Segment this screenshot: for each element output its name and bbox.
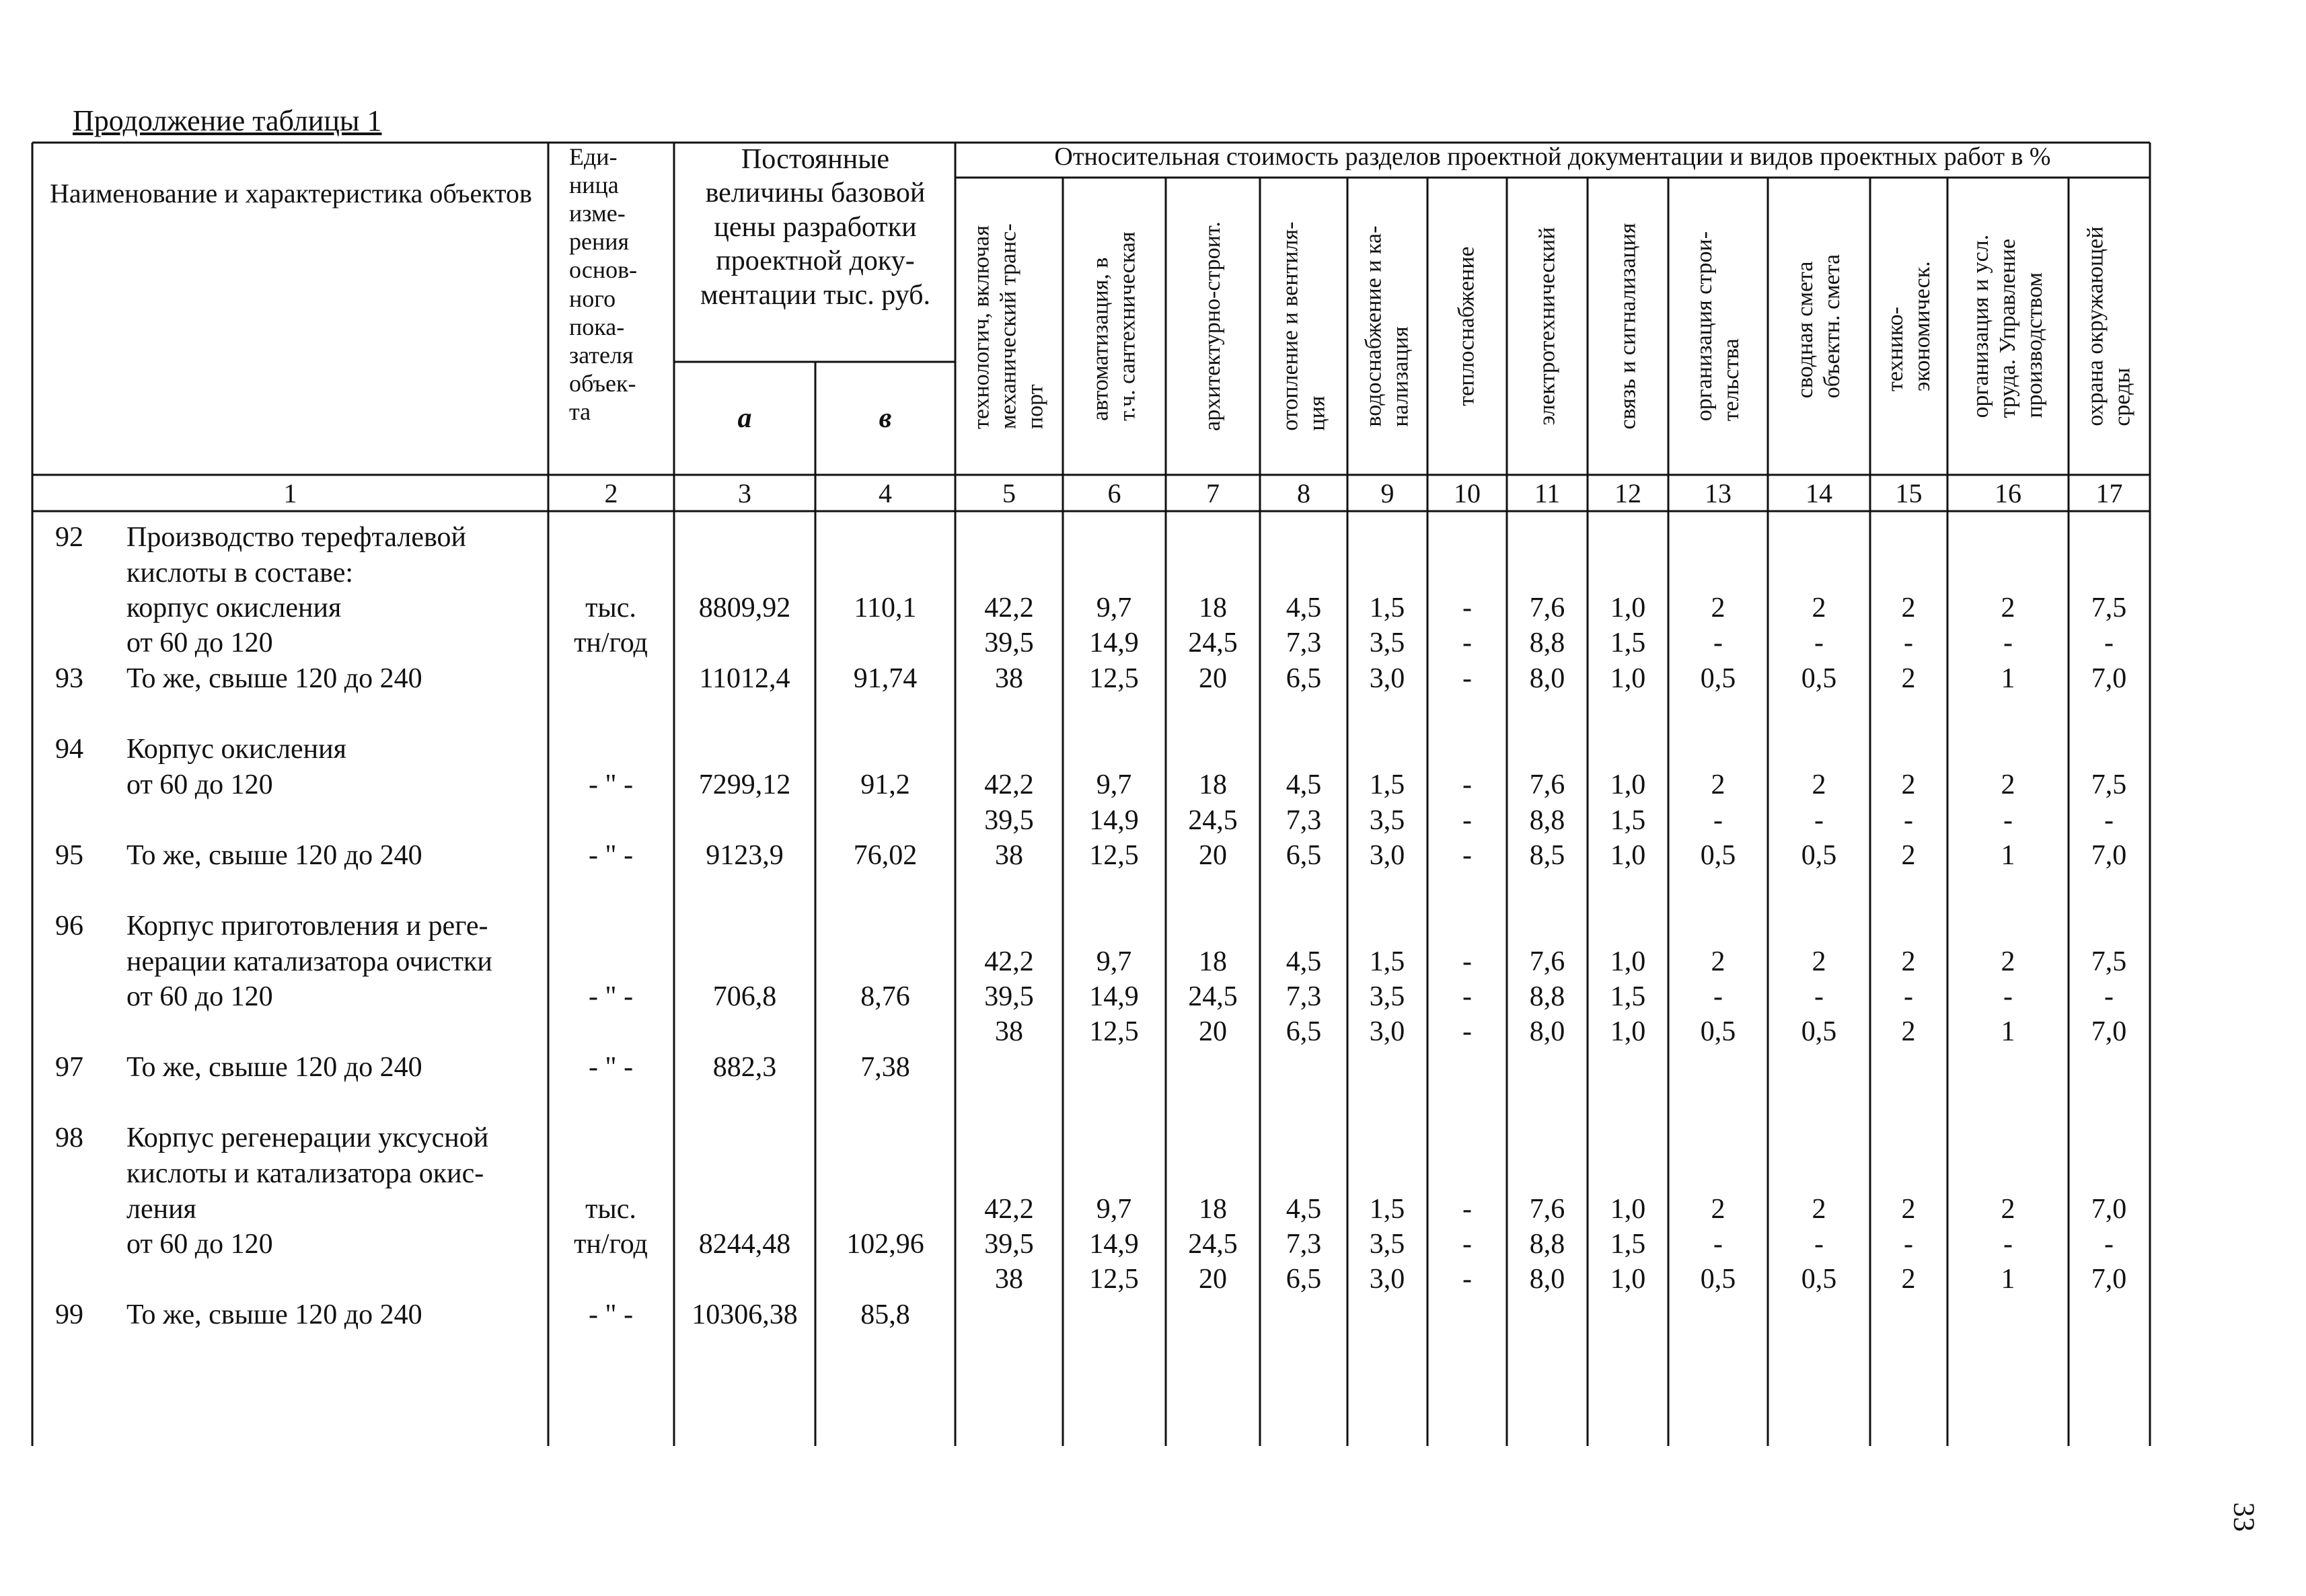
table-cell: - — [1462, 805, 1472, 836]
table-cell: 1,5 — [1369, 593, 1405, 623]
table-cell: 38 — [995, 1016, 1023, 1047]
table-cell: 4,5 — [1286, 593, 1322, 623]
table-cell: 7,0 — [2091, 1194, 2127, 1225]
table-cell: 9123,9 — [706, 840, 784, 871]
object-name-line: То же, свыше 120 до 240 — [126, 1052, 422, 1083]
table-cell: 38 — [995, 1264, 1023, 1295]
object-name-line: Корпус регенерации уксусной — [126, 1123, 489, 1153]
table-cell: 11012,4 — [699, 663, 790, 694]
table-cell: - — [1904, 628, 1913, 658]
table-cell: 39,5 — [984, 628, 1034, 658]
table-cell: 91,74 — [853, 663, 918, 694]
table-cell: - — [2104, 1229, 2114, 1260]
table-cell: - — [1713, 805, 1723, 836]
header-vertical-col-13 — [1668, 179, 1768, 473]
header-vertical-label: сводная смета объектн. смета — [1792, 254, 1845, 399]
table-cell: 24,5 — [1188, 981, 1238, 1012]
table-cell: 8,0 — [1529, 1016, 1565, 1047]
table-cell: 1,5 — [1369, 1194, 1405, 1225]
header-vertical-label: автоматизация, в т.ч. сантехническая — [1088, 231, 1140, 421]
table-cell: тн/год — [574, 1229, 648, 1260]
table-cell: 1,0 — [1610, 769, 1646, 800]
table-cell: - " - — [588, 1299, 634, 1330]
table-cell: 2 — [1901, 1264, 1916, 1295]
table-cell: 706,8 — [712, 981, 777, 1012]
object-name-line: от 60 до 120 — [126, 981, 273, 1012]
table-cell: 38 — [995, 663, 1023, 694]
table-cell: 7,0 — [2091, 1264, 2127, 1295]
table-cell: 4,5 — [1286, 946, 1322, 977]
table-cell: - — [1462, 628, 1472, 658]
object-name-line: Корпус окисления — [126, 734, 346, 765]
table-cell: 14,9 — [1089, 1229, 1139, 1260]
table-cell: - — [1462, 769, 1472, 800]
header-vertical-col-12 — [1588, 179, 1668, 473]
object-name-line: Производство терефталевой — [126, 522, 467, 553]
table-cell: 9,7 — [1096, 769, 1132, 800]
object-name-line: То же, свыше 120 до 240 — [126, 1299, 422, 1330]
table-cell: - " - — [588, 981, 634, 1012]
table-cell: 2 — [1901, 1194, 1916, 1225]
table-cell: 2 — [1812, 946, 1826, 977]
table-cell: - — [1904, 981, 1913, 1012]
column-number: 14 — [1806, 478, 1832, 508]
row-number: 92 — [55, 522, 83, 553]
table-cell: 91,2 — [860, 769, 910, 800]
table-cell: 8,0 — [1529, 663, 1565, 694]
object-name-line: от 60 до 120 — [126, 628, 273, 658]
header-vertical-col-9 — [1347, 179, 1427, 473]
table-cell: 8,0 — [1529, 1264, 1565, 1295]
table-cell: 2 — [1711, 769, 1725, 800]
table-cell: 7299,12 — [698, 769, 791, 800]
table-cell: 24,5 — [1188, 805, 1238, 836]
column-number: 3 — [738, 478, 751, 508]
header-vertical-label: технико- экономическ. — [1882, 261, 1935, 391]
table-cell: 2 — [2001, 769, 2015, 800]
table-cell: 9,7 — [1096, 593, 1132, 623]
header-vertical-label: технологич, включая механический транс- порт — [969, 223, 1049, 429]
table-cell: - " - — [588, 840, 634, 871]
table-cell: 39,5 — [984, 805, 1034, 836]
table-cell: - — [1462, 1264, 1472, 1295]
table-cell: 0,5 — [1801, 1264, 1837, 1295]
table-cell: 7,3 — [1286, 981, 1322, 1012]
table-cell: 24,5 — [1188, 628, 1238, 658]
table-cell: 4,5 — [1286, 1194, 1322, 1225]
table-cell: 18 — [1199, 769, 1227, 800]
header-vertical-col-11 — [1507, 179, 1588, 473]
header-vertical-label: электротехнический — [1534, 227, 1559, 426]
table-cell: 0,5 — [1801, 663, 1837, 694]
table-cell: 1,5 — [1610, 981, 1646, 1012]
table-cell: 20 — [1199, 840, 1227, 871]
table-cell: 1,5 — [1369, 769, 1405, 800]
table-cell: 3,5 — [1369, 628, 1405, 658]
table-cell: 6,5 — [1286, 840, 1322, 871]
table-cell: 2 — [1901, 1016, 1916, 1047]
header-vertical-col-8 — [1260, 179, 1347, 473]
table-cell: тыс. — [585, 593, 636, 623]
column-number: 9 — [1380, 478, 1394, 508]
table-cell: 85,8 — [860, 1299, 910, 1330]
table-cell: - — [1713, 628, 1723, 658]
table-cell: 76,02 — [853, 840, 918, 871]
table-cell: 6,5 — [1286, 1016, 1322, 1047]
table-cell: 8809,92 — [698, 593, 791, 623]
header-vertical-label: организация строи- тельства — [1691, 231, 1744, 422]
table-cell: 42,2 — [984, 593, 1034, 623]
table-cell: 0,5 — [1801, 840, 1837, 871]
object-name-line: кислоты в составе: — [126, 558, 354, 588]
table-cell: 6,5 — [1286, 663, 1322, 694]
table-cell: 18 — [1199, 946, 1227, 977]
table-cell: - — [2003, 628, 2013, 658]
table-cell: - — [1814, 628, 1824, 658]
table-cell: 0,5 — [1700, 663, 1736, 694]
table-cell: 2 — [1901, 593, 1916, 623]
table-cell: - — [1462, 1229, 1472, 1260]
table-cell: 12,5 — [1089, 1264, 1139, 1295]
table-cell: 7,0 — [2091, 1016, 2127, 1047]
column-number: 5 — [1002, 478, 1016, 508]
header-vertical-col-17 — [2069, 179, 2150, 473]
table-cell: 1,0 — [1610, 1264, 1646, 1295]
table-cell: 3,0 — [1369, 1016, 1405, 1047]
table-cell: 2 — [1711, 946, 1725, 977]
table-caption: Продолжение таблицы 1 — [73, 104, 382, 137]
table-cell: 2 — [1812, 1194, 1826, 1225]
page-number: 33 — [2227, 1502, 2261, 1532]
table-cell: 3,5 — [1369, 1229, 1405, 1260]
table-cell: 7,38 — [860, 1052, 910, 1083]
row-number: 97 — [55, 1052, 83, 1083]
table-cell: тыс. — [585, 1194, 636, 1225]
table-cell: 1 — [2001, 663, 2015, 694]
header-vertical-label: отопление и вентиля- ция — [1277, 221, 1330, 431]
table-cell: 9,7 — [1096, 946, 1132, 977]
table-cell: 7,3 — [1286, 628, 1322, 658]
table-cell: 42,2 — [984, 769, 1034, 800]
table-cell: 1,5 — [1610, 628, 1646, 658]
object-name-line: То же, свыше 120 до 240 — [126, 840, 422, 871]
row-number: 93 — [55, 663, 83, 694]
column-number: 10 — [1454, 478, 1481, 508]
column-number: 15 — [1895, 478, 1923, 508]
header-vertical-label: водоснабжение и ка- нализация — [1361, 225, 1413, 427]
header-name-col: Наименование и характеристика объектов — [50, 178, 532, 208]
column-number: 6 — [1107, 478, 1121, 508]
table-cell: 7,6 — [1529, 946, 1565, 977]
table-cell: 8244,48 — [698, 1229, 791, 1260]
table-cell: - — [1904, 805, 1913, 836]
table-cell: - — [1462, 1016, 1472, 1047]
table-cell: 18 — [1199, 593, 1227, 623]
table-cell: 3,0 — [1369, 1264, 1405, 1295]
table-cell: 42,2 — [984, 946, 1034, 977]
table-cell: 1,5 — [1369, 946, 1405, 977]
table-cell: 2 — [2001, 1194, 2015, 1225]
column-number: 13 — [1705, 478, 1732, 508]
header-const-b: в — [879, 403, 892, 434]
table-cell: 39,5 — [984, 981, 1034, 1012]
table-cell: 2 — [1711, 1194, 1725, 1225]
table-cell: 2 — [1901, 946, 1916, 977]
table-cell: 2 — [1901, 840, 1916, 871]
table-cell: 2 — [2001, 593, 2015, 623]
table-cell: 7,3 — [1286, 1229, 1322, 1260]
object-name-line: корпус окисления — [126, 593, 342, 623]
table-cell: 110,1 — [854, 593, 917, 623]
header-unit-col: Еди- ница изме- рения основ- ного пока- зателя объек- та — [569, 143, 638, 425]
table-cell: 39,5 — [984, 1229, 1034, 1260]
object-name-line: от 60 до 120 — [126, 769, 273, 800]
table-cell: - — [1462, 593, 1472, 623]
header-relative-title: Относительная стоимость разделов проектной документации и видов проектных работ в % — [1054, 143, 2051, 171]
table-cell: 1 — [2001, 840, 2015, 871]
table-cell: 14,9 — [1089, 628, 1139, 658]
table-cell: 0,5 — [1700, 1264, 1736, 1295]
table-cell: 3,0 — [1369, 663, 1405, 694]
table-cell: 8,8 — [1529, 805, 1565, 836]
table-cell: 1,0 — [1610, 840, 1646, 871]
object-name-line: То же, свыше 120 до 240 — [126, 663, 422, 694]
table-cell: 8,76 — [860, 981, 910, 1012]
column-number: 17 — [2095, 478, 2123, 508]
header-vertical-col-7 — [1166, 179, 1260, 473]
header-vertical-label: связь и сигнализация — [1614, 223, 1640, 430]
object-name-line: кислоты и катализатора окис- — [126, 1158, 484, 1189]
column-number: 11 — [1534, 478, 1561, 508]
table-cell: 7,3 — [1286, 805, 1322, 836]
table-cell: 1,0 — [1610, 1016, 1646, 1047]
table-cell: 18 — [1199, 1194, 1227, 1225]
table-cell: - " - — [588, 1052, 634, 1083]
table-cell: 0,5 — [1700, 1016, 1736, 1047]
table-cell: 3,5 — [1369, 981, 1405, 1012]
header-vertical-col-14 — [1768, 179, 1870, 473]
table-cell: 7,5 — [2091, 946, 2127, 977]
header-const-col: Постоянные величины базовой цены разработки проектной доку- ментации тыс. руб. — [700, 144, 931, 311]
table-cell: - — [1462, 663, 1472, 694]
table-cell: - — [1814, 1229, 1824, 1260]
table-cell: 7,0 — [2091, 840, 2127, 871]
column-number: 1 — [283, 478, 297, 508]
table-cell: 2 — [1901, 769, 1916, 800]
row-number: 94 — [55, 734, 83, 765]
table-cell: - " - — [588, 769, 634, 800]
table-cell: - — [2104, 981, 2114, 1012]
column-number: 8 — [1297, 478, 1310, 508]
header-vertical-label: охрана окружающей среды — [2083, 226, 2135, 426]
table-cell: 3,0 — [1369, 840, 1405, 871]
table-cell: 7,5 — [2091, 593, 2127, 623]
row-number: 98 — [55, 1123, 83, 1153]
header-vertical-col-5 — [955, 179, 1063, 473]
table-cell: - — [2003, 1229, 2013, 1260]
table-cell: 14,9 — [1089, 805, 1139, 836]
table-cell: 9,7 — [1096, 1194, 1132, 1225]
header-vertical-label: теплоснабжение — [1454, 246, 1479, 406]
table-cell: 7,0 — [2091, 663, 2127, 694]
table-cell: - — [2104, 628, 2114, 658]
table-cell: 1,5 — [1610, 805, 1646, 836]
table-cell: - — [1462, 946, 1472, 977]
object-name-line: нерации катализатора очистки — [126, 946, 492, 977]
table-cell: 3,5 — [1369, 805, 1405, 836]
table-cell: - — [2104, 805, 2114, 836]
table-cell: 1,0 — [1610, 663, 1646, 694]
table-cell: 7,6 — [1529, 769, 1565, 800]
table-cell: 12,5 — [1089, 1016, 1139, 1047]
column-number: 12 — [1614, 478, 1641, 508]
table-cell: 7,6 — [1529, 593, 1565, 623]
table-cell: 0,5 — [1700, 840, 1736, 871]
table-cell: 2 — [1711, 593, 1725, 623]
table-cell: 2 — [1812, 593, 1826, 623]
row-number: 95 — [55, 840, 83, 871]
header-vertical-label: организация и усл. труда. Управление производством — [1968, 234, 2048, 418]
table-cell: 0,5 — [1801, 1016, 1837, 1047]
table-cell: тн/год — [574, 628, 648, 658]
column-number: 7 — [1206, 478, 1220, 508]
table-cell: 8,5 — [1529, 840, 1565, 871]
table-cell: - — [1814, 805, 1824, 836]
table-cell: 2 — [2001, 946, 2015, 977]
table-cell: - — [2003, 981, 2013, 1012]
row-number: 99 — [55, 1299, 83, 1330]
column-number: 2 — [604, 478, 618, 508]
table-cell: 20 — [1199, 1264, 1227, 1295]
table-cell: 7,5 — [2091, 769, 2127, 800]
table-cell: - — [1462, 840, 1472, 871]
table-cell: 1,5 — [1610, 1229, 1646, 1260]
table-cell: 8,8 — [1529, 981, 1565, 1012]
table-cell: 102,96 — [846, 1229, 924, 1260]
header-vertical-col-16 — [1947, 179, 2069, 473]
object-name-line: ления — [126, 1194, 196, 1225]
table-cell: 24,5 — [1188, 1229, 1238, 1260]
column-number: 16 — [1995, 478, 2021, 508]
table-cell: 42,2 — [984, 1194, 1034, 1225]
table-cell: 1,0 — [1610, 1194, 1646, 1225]
header-vertical-col-15 — [1870, 179, 1947, 473]
table-cell: 14,9 — [1089, 981, 1139, 1012]
table-cell: - — [1713, 1229, 1723, 1260]
table-cell: - — [1462, 981, 1472, 1012]
table-cell: 20 — [1199, 663, 1227, 694]
header-vertical-label: архитектурно-строит. — [1199, 221, 1225, 431]
table-cell: 1,0 — [1610, 946, 1646, 977]
header-vertical-col-6 — [1063, 179, 1166, 473]
table-cell: 20 — [1199, 1016, 1227, 1047]
table-cell: - — [1814, 981, 1824, 1012]
object-name-line: Корпус приготовления и реге- — [126, 911, 488, 942]
table-cell: - — [2003, 805, 2013, 836]
table-cell: 1 — [2001, 1016, 2015, 1047]
header-vertical-col-10 — [1427, 179, 1507, 473]
table-cell: 2 — [1812, 769, 1826, 800]
table-cell: 882,3 — [712, 1052, 777, 1083]
table-cell: 6,5 — [1286, 1264, 1322, 1295]
table-cell: 4,5 — [1286, 769, 1322, 800]
object-name-line: от 60 до 120 — [126, 1229, 273, 1260]
table-cell: 8,8 — [1529, 1229, 1565, 1260]
table-cell: 2 — [1901, 663, 1916, 694]
table-cell: - — [1462, 1194, 1472, 1225]
table-cell: 38 — [995, 840, 1023, 871]
header-const-a: а — [737, 403, 752, 434]
row-number: 96 — [55, 911, 83, 942]
table-cell: 1 — [2001, 1264, 2015, 1295]
table-cell: - — [1713, 981, 1723, 1012]
table-cell: 8,8 — [1529, 628, 1565, 658]
table-cell: 12,5 — [1089, 840, 1139, 871]
table-cell: 10306,38 — [692, 1299, 798, 1330]
column-number: 4 — [879, 478, 892, 508]
table-cell: - — [1904, 1229, 1913, 1260]
table-cell: 7,6 — [1529, 1194, 1565, 1225]
table-cell: 1,0 — [1610, 593, 1646, 623]
table-cell: 12,5 — [1089, 663, 1139, 694]
